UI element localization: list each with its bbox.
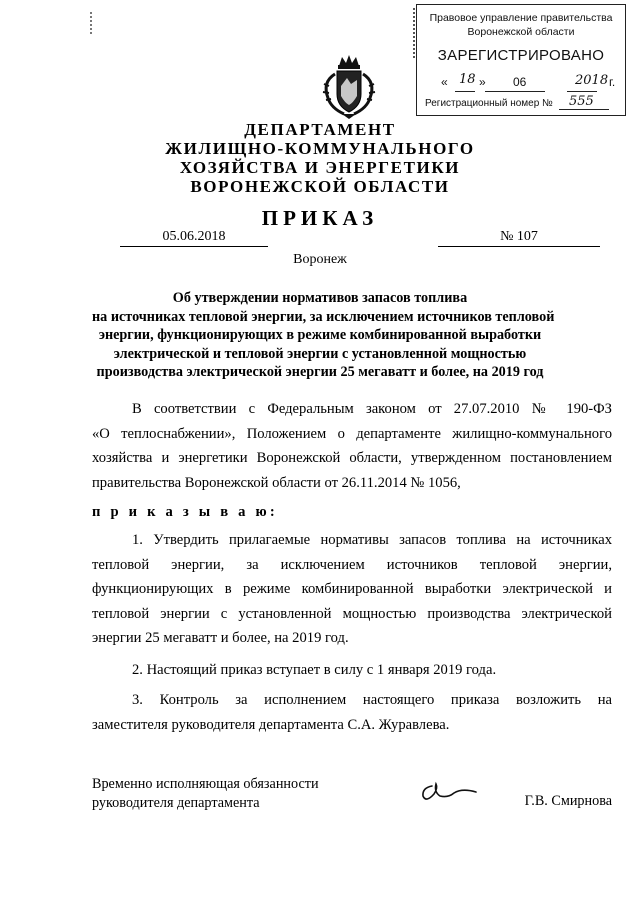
stamp-organization — [417, 11, 625, 39]
item3-line2: заместителя руководителя департамента С.А. Журавлева. — [92, 716, 450, 733]
item1-line5: энергии 25 мегаватт и более, на 2019 год. — [92, 630, 349, 646]
stamp-number-underline — [559, 109, 609, 110]
dept-line4: ВОРОНЕЖСКОЙ ОБЛАСТИ — [190, 177, 450, 196]
title-line3: энергии, функционирующих в режиме комбинированной выработки — [98, 327, 542, 343]
document-city: Воронеж — [293, 252, 347, 267]
item1-line1: 1. Утвердить прилагаемые нормативы запасов топлива на источниках — [132, 532, 612, 548]
stamp-date-close-quote: » — [479, 75, 486, 89]
preamble-line3: хозяйства и энергетики Воронежской области, утвержденном постановлением — [92, 450, 612, 466]
position-line1: Временно исполняющая обязанности — [92, 776, 319, 792]
title-line1: Об утверждении нормативов запасов топлива — [172, 290, 468, 306]
stamp-reg-number-label: Регистрационный номер № — [425, 98, 553, 109]
signatory-position — [92, 775, 319, 812]
title-line2: на источниках тепловой энергии, за исключением источников тепловой — [92, 308, 555, 325]
item1-line2: тепловой энергии, за исключением источников тепловой энергии, — [92, 556, 612, 573]
scan-mark — [90, 12, 94, 34]
item1-line4: тепловой энергии с установленной мощностью производства электрической — [92, 605, 612, 622]
dept-line1: ДЕПАРТАМЕНТ — [244, 120, 396, 139]
preamble-line4: правительства Воронежской области от 26.11.2014 № 1056, — [92, 474, 461, 491]
title-line5: производства электрической энергии 25 мегаватт и более, на 2019 год — [96, 364, 544, 380]
coat-of-arms-icon — [318, 54, 380, 120]
item3-line1: 3. Контроль за исполнением настоящего приказа возложить на — [132, 692, 612, 708]
order-item-1 — [92, 528, 612, 651]
stamp-org-line1: Правовое управление правительства — [429, 12, 613, 24]
department-name — [150, 120, 490, 196]
stamp-registered: ЗАРЕГИСТРИРОВАНО — [437, 47, 605, 64]
item1-line3: функционирующих в режиме комбинированной выработки электрической и — [92, 581, 612, 597]
stamp-month-underline — [485, 91, 545, 92]
document-number: № 107 — [438, 229, 600, 247]
order-item-3 — [92, 688, 612, 737]
dept-line3: ХОЗЯЙСТВА И ЭНЕРГЕТИКИ — [179, 158, 461, 177]
stamp-org-line2: Воронежской области — [467, 26, 575, 38]
dept-line2: ЖИЛИЩНО-КОММУНАЛЬНОГО — [165, 139, 475, 158]
document-date: 05.06.2018 — [120, 229, 268, 247]
document-title — [92, 289, 555, 382]
stamp-date-day: 18 — [459, 72, 476, 87]
preamble-paragraph — [92, 397, 612, 495]
stamp-reg-number: 555 — [569, 94, 594, 109]
stamp-date-open-quote: « — [441, 75, 448, 89]
stamp-date-month: 06 — [513, 75, 527, 89]
order-item-2 — [92, 658, 612, 683]
stamp-date-year: 2018 — [575, 73, 609, 88]
handwritten-signature — [418, 778, 480, 806]
title-line4: электрической и тепловой энергии с установленной мощностью — [113, 345, 527, 362]
preamble-line1: В соответствии с Федеральным законом от 27.07.2010 № 190-ФЗ — [132, 401, 612, 417]
document-type: ПРИКАЗ — [261, 206, 379, 230]
registration-stamp — [416, 4, 626, 116]
signatory-name: Г.В. Смирнова — [524, 793, 612, 809]
stamp-year-underline — [567, 91, 597, 92]
preamble-line2: «О теплоснабжении», Положением о департаменте жилищно-коммунального — [92, 425, 612, 442]
stamp-date-suffix: г. — [609, 75, 616, 89]
order-keyword: п р и к а з ы в а ю: — [92, 504, 278, 520]
stamp-day-underline — [455, 91, 475, 92]
position-line2: руководителя департамента — [92, 794, 260, 811]
item2-line1: 2. Настоящий приказ вступает в силу с 1 января 2019 года. — [132, 662, 497, 678]
